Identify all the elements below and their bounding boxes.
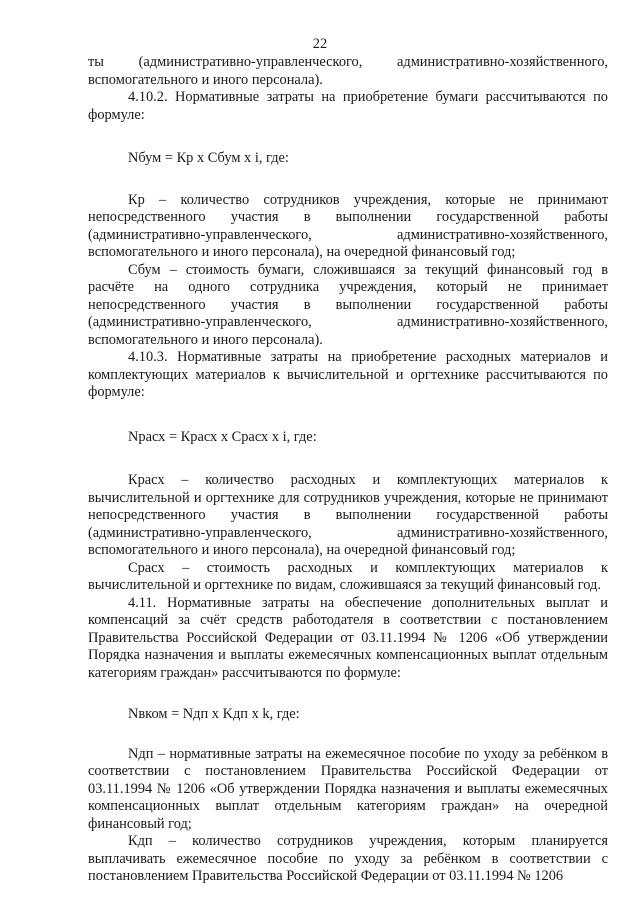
document-body [88, 54, 608, 886]
paragraph-4-10-3: 4.10.3. Нормативные затраты на приобретение расходных материалов и комплектующих материалов к вычислительной и оргтехнике рассчитываются по формуле: [88, 349, 608, 400]
paragraph-continuation: ты (административно-управленческого, административно-хозяйственного, вспомогательного и иного персонала). [88, 54, 608, 88]
formula-compensation: Nвком = Nдп х Kдп х k, где: [128, 706, 300, 722]
paragraph-4-10-2: 4.10.2. Нормативные затраты на приобретение бумаги рассчитываются по формуле: [88, 89, 608, 123]
definition-ndp: Nдп – нормативные затраты на ежемесячное пособие по уходу за ребёнком в соответствии с постановлением Правительства Российской Федерации от 03.11.1994 № 1206 «Об утверждении Порядка назначения и выплаты ежемесячных компенсационных выплат отдельным категориям граждан» на очередной финансовый год; [88, 745, 608, 832]
definition-kr: Кр – количество сотрудников учреждения, которые не принимают непосредственного участия в выполнении государственной работы (административно-управленческого, административно-хозяйственного, вспомогательного и иного персонала), на очередной финансовый год; [88, 191, 608, 260]
definition-sbum: Сбум – стоимость бумаги, сложившаяся за текущий финансовый год в расчёте на одного сотрудника учреждения, который не принимает непосредственного участия в выполнении государственной работы (административно-управленческого, административно-хозяйственного, вспомогательного и иного персонала). [88, 261, 608, 348]
formula-consumables: Nрасх = Красх х Срасх х i, где: [128, 428, 317, 445]
formula-paper: Nбум = Кр х Сбум х i, где: [128, 150, 289, 166]
page-number: 22 [312, 36, 328, 52]
paragraph-4-11: 4.11. Нормативные затраты на обеспечение дополнительных выплат и компенсаций за счёт средств работодателя в соответствии с постановлением Правительства Российской Федерации от 03.11.1994 № 1206 «Об утверждении Порядка назначения и выплаты ежемесячных компенсационных выплат отдельным категориям граждан» рассчитываются по формуле: [88, 594, 608, 681]
definition-kdp: Кдп – количество сотрудников учреждения, которым планируется выплачивать ежемесячное пособие по уходу за ребёнком в соответствии с постановлением Правительства Российской Федерации от 03.11.1994 № 1206 [88, 833, 608, 884]
definition-srasx: Срасх – стоимость расходных и комплектующих материалов к вычислительной и оргтехнике по видам, сложившаяся за текущий финансовый год. [88, 559, 608, 593]
definition-krasx: Красх – количество расходных и комплектующих материалов к вычислительной и оргтехнике для сотрудников учреждения, которые не принимают непосредственного участия в выполнении государственной работы (административно-управленческого, административно-хозяйственного, вспомогательного и иного персонала), на очередной финансовый год; [88, 472, 608, 558]
